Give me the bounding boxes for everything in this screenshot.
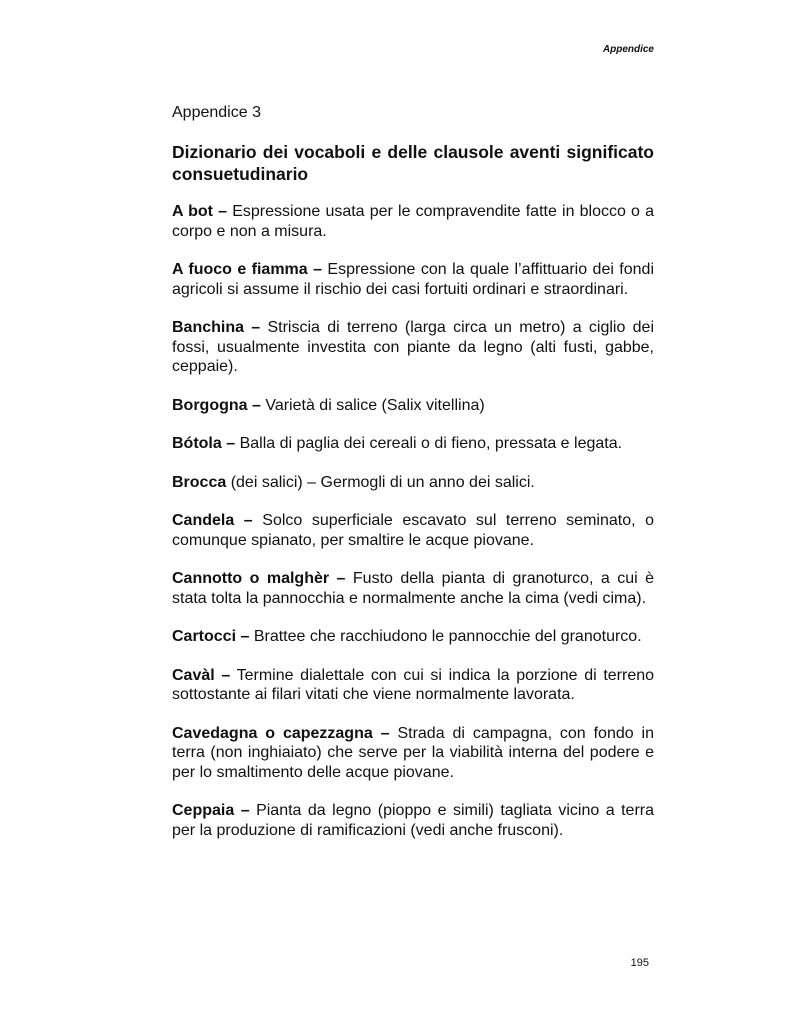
- entry-term: A fuoco e fiamma –: [172, 261, 322, 278]
- entry-definition: Espressione usata per le compravendite fatte in blocco o a corpo e non a misura.: [172, 203, 655, 240]
- glossary-entry: [172, 801, 654, 840]
- glossary-entry: [172, 473, 654, 493]
- entry-definition: Balla di paglia dei cereali o di fieno, pressata e legata.: [239, 435, 623, 452]
- entry-term: Brocca: [172, 473, 227, 491]
- glossary-entry: [172, 434, 654, 454]
- glossary-entry: [172, 202, 654, 241]
- glossary-entry: [172, 396, 654, 416]
- entry-definition: Fusto della pianta di granoturco, a cui è stata tolta la pannocchia e normalmente anche la cima (vedi cima).: [172, 570, 655, 607]
- entry-term: Bótola –: [172, 435, 236, 452]
- entry-term: Banchina –: [172, 319, 261, 336]
- glossary-entry: [172, 260, 654, 299]
- entry-term: Cavedagna o capezzagna –: [172, 724, 390, 742]
- entry-definition: Germogli di un anno dei salici.: [320, 473, 535, 491]
- entry-definition: Brattee che racchiudono le pannocchie del granoturco.: [253, 628, 642, 645]
- entry-definition: Solco superficiale escavato sul terreno seminato, o comunque spianato, per smaltire le acque piovane.: [172, 512, 654, 549]
- page-title: Dizionario dei vocaboli e delle clausole aventi significato consuetudinario: [172, 142, 654, 184]
- glossary-entry: [172, 511, 654, 550]
- entry-definition: Termine dialettale con cui si indica la porzione di terreno sottostante ai filari vitati che viene normalmente lavorata.: [172, 666, 655, 703]
- entry-term: A bot –: [172, 203, 228, 220]
- entry-term: Borgogna –: [172, 396, 261, 414]
- glossary-list: [172, 202, 654, 840]
- entry-qualifier: (dei salici) –: [230, 473, 317, 491]
- glossary-entry: [172, 627, 654, 647]
- entry-term: Cartocci –: [172, 628, 250, 645]
- entry-term: Cavàl –: [172, 666, 231, 684]
- entry-definition: Varietà di salice (Salix vitellina): [265, 396, 485, 414]
- entry-term: Candela –: [172, 512, 253, 529]
- entry-definition: Striscia di terreno (larga circa un metro) a ciglio dei fossi, usualmente investita con piante da legno (alti fusti, gabbe, ceppaie).: [172, 319, 655, 375]
- glossary-entry: [172, 724, 654, 783]
- entry-definition: Espressione con la quale l’affittuario dei fondi agricoli si assume il rischio dei casi fortuiti ordinari e straordinari.: [172, 261, 655, 298]
- document-body: [172, 103, 654, 859]
- page-number: 195: [630, 957, 649, 969]
- glossary-entry: [172, 318, 654, 377]
- entry-term: Ceppaia –: [172, 802, 250, 819]
- running-header: Appendice: [602, 44, 654, 55]
- entry-term: Cannotto o malghèr –: [172, 570, 346, 587]
- appendix-label: Appendice 3: [172, 104, 261, 121]
- entry-definition: Strada di campagna, con fondo in terra (non inghiaiato) che serve per la viabilità interna del podere e per lo smaltimento delle acque piovane.: [172, 724, 654, 781]
- glossary-entry: [172, 666, 654, 705]
- entry-definition: Pianta da legno (pioppo e simili) tagliata vicino a terra per la produzione di ramificazioni (vedi anche frusconi).: [172, 802, 654, 839]
- glossary-entry: [172, 569, 654, 608]
